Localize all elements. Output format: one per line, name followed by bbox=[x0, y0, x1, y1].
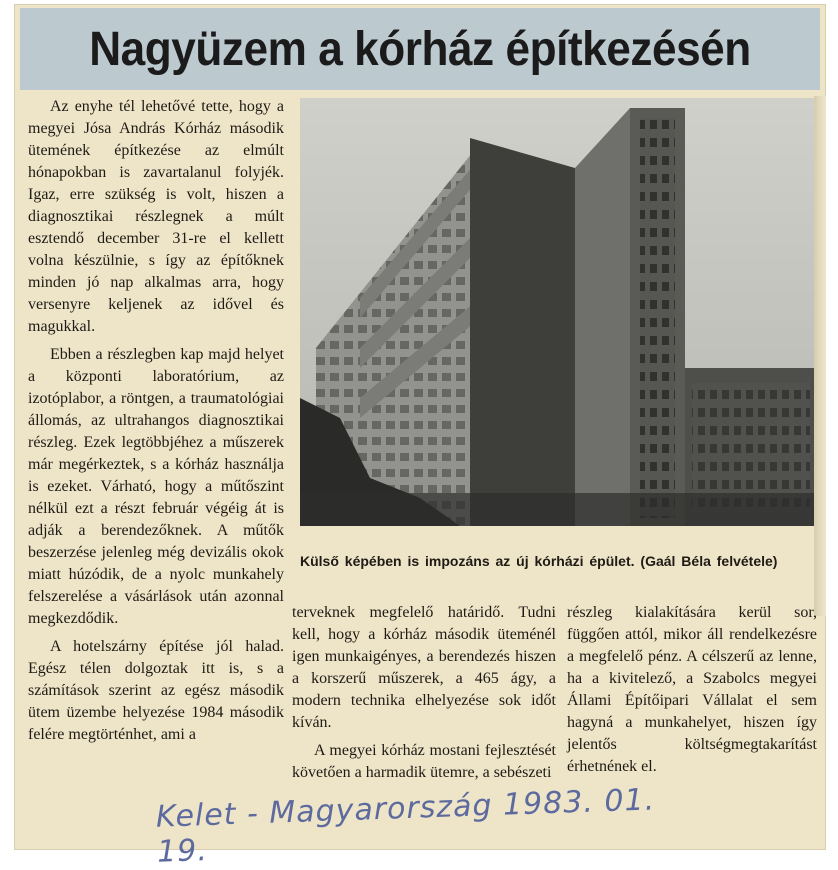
headline: Nagyüzem a kórház építkezésén bbox=[89, 22, 751, 76]
article-column-2 bbox=[292, 602, 556, 790]
paragraph: részleg kialakítására kerül sor, függően attól, mikor áll rendelkezésre a megfelelő pénz. A célszerű az lenne, ha a kivitelező, a Szabolcs megyei Állami Építőipari Vállalat el sem hagyná a munkahelyet, hiszen így jelentős költségmegtakarítást érhetnének el. bbox=[567, 604, 817, 775]
paragraph: Az enyhe tél lehetővé tette, hogy a megyei Jósa András Kórház második ütemének építkezése az elmúlt hónapokban is zavartalanul folyjék. Igaz, erre szükség is volt, hiszen a diagnosztikai részlegnek a múlt esztendő december 31-re el kellett volna készülnie, s így az építőknek minden jó nap alkalmas arra, hogy versenyre keljenek az idővel és magukkal. bbox=[28, 98, 284, 335]
article-column-3 bbox=[567, 602, 817, 784]
article-column-1 bbox=[28, 96, 284, 752]
paragraph: terveknek megfelelő határidő. Tudni kell, hogy a kórház második üteménél igen munkaigényes, a berendezés hiszen a korszerű műszerek, a 465 ágy, a modern technika elhelyezése sok időt kíván. bbox=[292, 604, 556, 731]
adjacent-article-edge bbox=[814, 96, 826, 616]
paragraph: A megyei kórház mostani fejlesztését követően a harmadik ütemre, a sebészeti bbox=[292, 742, 556, 781]
photo-caption: Külső képében is impozáns az új kórházi épület. (Gaál Béla felvétele) bbox=[300, 553, 778, 569]
paragraph: Ebben a részlegben kap majd helyet a központi laboratórium, az izotóplabor, a röntgen, a traumatológiai állomás, az ultrahangos diagnosztikai részleg. Ezek legtöbbjéhez a műszerek már megérkeztek, s a kórház használja is ezeket. Várható, hogy a műtőszint nélkül ezt a részt február végéig át is adják a berendezőknek. A műtők beszerzése jelenleg még devizális okok miatt húzódik, de a nyolc munkahely felszerelése a vásárlások után azonnal megkezdődik. bbox=[28, 346, 284, 627]
paragraph: A hotelszárny építése jól halad. Egész télen dolgoztak itt is, s a számítások szerint az egész második ütem üzembe helyezése 1984 második felére megtörténhet, ami a bbox=[28, 638, 284, 743]
building-photo-image bbox=[300, 98, 814, 526]
hospital-building-photo bbox=[300, 98, 814, 526]
handwritten-source-note: Kelet - Magyarország 1983. 01. 19. bbox=[155, 782, 656, 870]
